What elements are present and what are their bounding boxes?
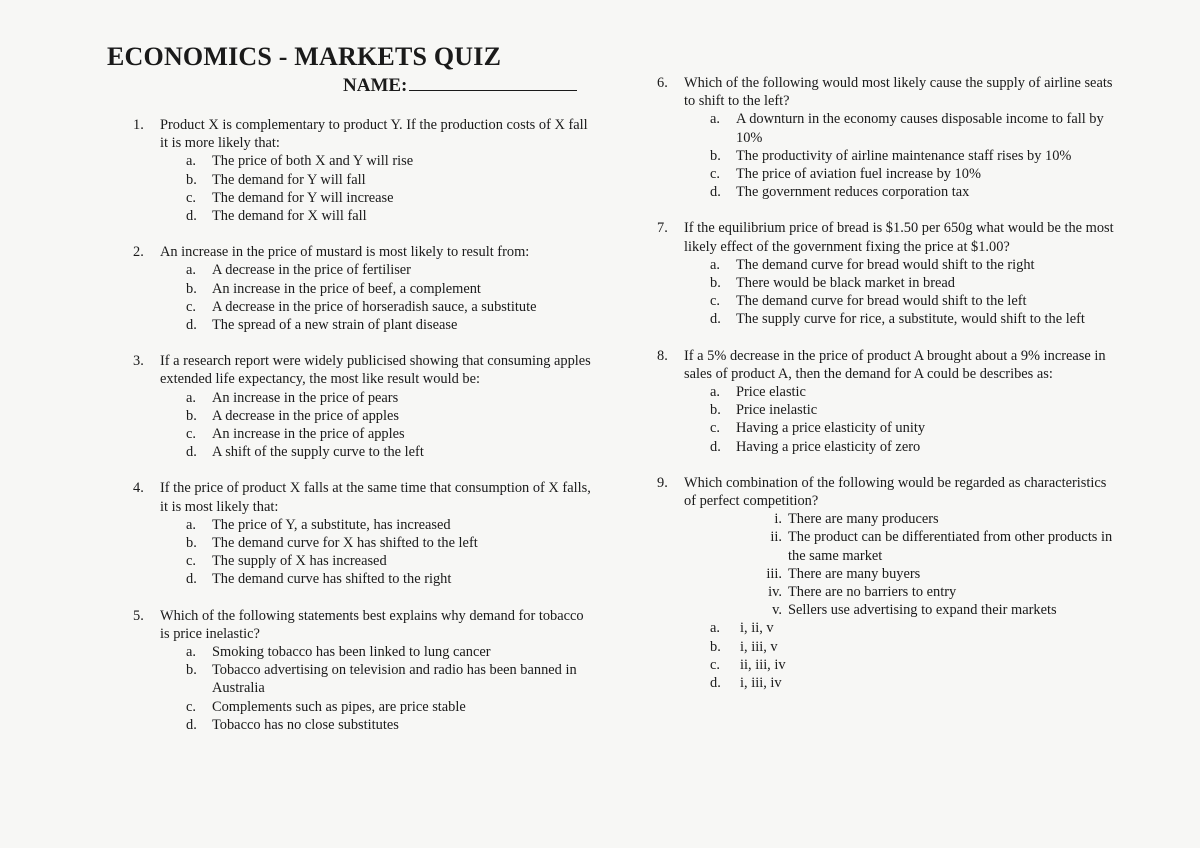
option-d <box>684 438 1117 456</box>
option-a <box>160 389 593 407</box>
option-text: i, iii, v <box>740 638 778 655</box>
statement-number: i. <box>774 511 782 528</box>
name-label: NAME: <box>343 75 408 96</box>
options-list <box>684 110 1117 201</box>
option-letter: a. <box>186 153 196 170</box>
options-list <box>684 619 1117 692</box>
option-text: The demand curve for bread would shift to the right <box>736 256 1035 273</box>
option-c <box>684 165 1117 183</box>
option-letter: b. <box>186 280 197 297</box>
option-a <box>684 256 1117 274</box>
question-number: 5. <box>133 607 144 624</box>
statement-number: v. <box>772 602 782 619</box>
option-c <box>684 656 1117 674</box>
option-letter: d. <box>186 317 197 334</box>
option-b <box>160 661 593 697</box>
statement-v <box>684 601 1117 619</box>
option-letter: d. <box>710 311 721 328</box>
options-list <box>684 256 1117 329</box>
option-text: A decrease in the price of apples <box>212 407 399 424</box>
question-text: Which of the following would most likely cause the supply of airline seats to shift to the left? <box>684 75 1113 110</box>
option-text: A decrease in the price of horseradish sauce, a substitute <box>212 298 537 315</box>
option-letter: d. <box>186 444 197 461</box>
option-b <box>160 407 593 425</box>
option-letter: c. <box>710 656 720 673</box>
option-text: i, ii, v <box>740 620 774 637</box>
option-text: The spread of a new strain of plant disease <box>212 317 458 334</box>
option-letter: b. <box>710 147 721 164</box>
option-d <box>684 674 1117 692</box>
statement-iii <box>684 565 1117 583</box>
option-d <box>160 716 593 734</box>
option-text: An increase in the price of beef, a complement <box>212 280 481 297</box>
statement-number: ii. <box>770 529 782 546</box>
option-text: An increase in the price of apples <box>212 426 405 443</box>
question-number: 1. <box>133 117 144 133</box>
option-letter: a. <box>710 111 720 128</box>
options-list <box>160 261 593 334</box>
question-8 <box>657 347 1117 456</box>
option-letter: c. <box>186 553 196 570</box>
option-text: Smoking tobacco has been linked to lung cancer <box>212 644 491 661</box>
option-text: The demand for X will fall <box>212 208 367 225</box>
left-column <box>133 116 593 752</box>
option-text: Tobacco has no close substitutes <box>212 716 399 733</box>
option-c <box>160 298 593 316</box>
question-text: If the price of product X falls at the same time that consumption of X falls, it is most likely that: <box>160 480 591 515</box>
option-letter: b. <box>710 638 721 655</box>
statement-text: There are many buyers <box>788 565 921 582</box>
option-letter: d. <box>710 675 721 692</box>
option-letter: c. <box>186 426 196 443</box>
option-text: The demand for Y will increase <box>212 189 394 206</box>
option-d <box>160 316 593 334</box>
option-a <box>160 643 593 661</box>
option-text: The price of Y, a substitute, has increased <box>212 516 451 533</box>
option-letter: c. <box>186 698 196 715</box>
option-text: Price inelastic <box>736 402 818 419</box>
option-text: Price elastic <box>736 384 806 401</box>
question-text: Which of the following statements best explains why demand for tobacco is price inelastic? <box>160 607 584 642</box>
option-text: The productivity of airline maintenance staff rises by 10% <box>736 147 1072 164</box>
option-text: Tobacco advertising on television and radio has been banned in Australia <box>212 662 577 697</box>
option-d <box>160 443 593 461</box>
option-letter: d. <box>186 208 197 225</box>
statement-ii <box>684 528 1117 564</box>
option-letter: a. <box>186 262 196 279</box>
option-text: A decrease in the price of fertiliser <box>212 262 411 279</box>
option-letter: a. <box>186 644 196 661</box>
option-b <box>684 638 1117 656</box>
statement-iv <box>684 583 1117 601</box>
question-text: An increase in the price of mustard is most likely to result from: <box>160 244 530 261</box>
option-text: The price of both X and Y will rise <box>212 153 414 170</box>
option-c <box>684 292 1117 310</box>
option-letter: c. <box>710 420 720 437</box>
option-a <box>160 516 593 534</box>
question-3 <box>133 352 593 461</box>
question-7 <box>657 219 1117 328</box>
option-d <box>684 183 1117 201</box>
question-number: 4. <box>133 480 144 497</box>
option-letter: b. <box>186 407 197 424</box>
page-title: ECONOMICS - MARKETS QUIZ <box>107 42 502 71</box>
option-text: ii, iii, iv <box>740 656 786 673</box>
options-list <box>160 643 593 734</box>
option-letter: d. <box>186 571 197 588</box>
option-a <box>160 152 593 170</box>
option-d <box>160 570 593 588</box>
statement-text: There are many producers <box>788 511 939 528</box>
option-letter: c. <box>186 298 196 315</box>
statement-text: The product can be differentiated from other products in the same market <box>788 529 1113 564</box>
option-letter: c. <box>710 293 720 310</box>
option-a <box>160 261 593 279</box>
question-6 <box>657 74 1117 201</box>
option-text: The demand curve for X has shifted to the left <box>212 535 478 552</box>
option-text: The price of aviation fuel increase by 10% <box>736 166 981 183</box>
question-5 <box>133 607 593 734</box>
option-text: There would be black market in bread <box>736 275 955 292</box>
options-list <box>160 389 593 462</box>
option-text: i, iii, iv <box>740 675 782 692</box>
option-c <box>684 419 1117 437</box>
option-letter: b. <box>710 402 721 419</box>
option-letter: b. <box>710 275 721 292</box>
option-letter: a. <box>186 389 196 406</box>
statement-i <box>684 510 1117 528</box>
name-blank-line[interactable] <box>409 72 577 91</box>
option-a <box>684 110 1117 146</box>
option-b <box>160 280 593 298</box>
question-number: 9. <box>657 474 668 491</box>
statement-number: iv. <box>768 584 782 601</box>
options-list <box>160 152 593 225</box>
question-1 <box>133 116 593 225</box>
option-letter: c. <box>710 166 720 183</box>
options-list <box>160 516 593 589</box>
option-b <box>684 401 1117 419</box>
question-number: 2. <box>133 244 144 261</box>
option-letter: a. <box>710 256 720 273</box>
question-number: 7. <box>657 220 668 237</box>
option-letter: c. <box>186 189 196 206</box>
option-text: The government reduces corporation tax <box>736 184 970 201</box>
option-letter: d. <box>710 438 721 455</box>
option-c <box>160 189 593 207</box>
option-b <box>684 274 1117 292</box>
option-b <box>160 534 593 552</box>
option-text: The demand curve for bread would shift to the left <box>736 293 1027 310</box>
option-c <box>160 425 593 443</box>
statements-list <box>684 510 1117 619</box>
option-text: The demand for Y will fall <box>212 171 366 188</box>
question-text: If the equilibrium price of bread is $1.50 per 650g what would be the most likely effect of the government fixing the price at $1.00? <box>684 220 1114 255</box>
option-a <box>684 619 1117 637</box>
question-9 <box>657 474 1117 692</box>
option-text: Having a price elasticity of unity <box>736 420 926 437</box>
option-text: The supply curve for rice, a substitute, would shift to the left <box>736 311 1085 328</box>
question-4 <box>133 479 593 588</box>
option-letter: b. <box>186 171 197 188</box>
option-a <box>684 383 1117 401</box>
option-text: The supply of X has increased <box>212 553 387 570</box>
name-field[interactable] <box>343 72 577 97</box>
question-text: If a 5% decrease in the price of product A brought about a 9% increase in sales of product A, then the demand for A could be describes as: <box>684 347 1106 382</box>
options-list <box>684 383 1117 456</box>
option-c <box>160 698 593 716</box>
option-text: An increase in the price of pears <box>212 389 399 406</box>
option-d <box>684 310 1117 328</box>
option-text: The demand curve has shifted to the right <box>212 571 452 588</box>
option-text: A downturn in the economy causes disposable income to fall by 10% <box>736 111 1104 146</box>
option-letter: b. <box>186 535 197 552</box>
right-column <box>657 74 1117 710</box>
question-2 <box>133 243 593 334</box>
question-text: Which combination of the following would be regarded as characteristics of perfect competition? <box>684 474 1107 510</box>
option-d <box>160 207 593 225</box>
statement-number: iii. <box>766 565 782 582</box>
question-number: 3. <box>133 353 144 370</box>
option-c <box>160 552 593 570</box>
statement-text: There are no barriers to entry <box>788 584 957 601</box>
option-text: Having a price elasticity of zero <box>736 438 921 455</box>
question-number: 6. <box>657 75 668 91</box>
option-b <box>684 147 1117 165</box>
option-text: Complements such as pipes, are price stable <box>212 698 466 715</box>
option-letter: d. <box>186 716 197 733</box>
question-text: Product X is complementary to product Y. If the production costs of X fall it is more likely that: <box>160 117 588 152</box>
option-letter: b. <box>186 662 197 679</box>
question-number: 8. <box>657 347 668 364</box>
option-letter: a. <box>186 516 196 533</box>
option-text: A shift of the supply curve to the left <box>212 444 424 461</box>
option-letter: a. <box>710 620 720 637</box>
statement-text: Sellers use advertising to expand their markets <box>788 602 1057 619</box>
option-b <box>160 171 593 189</box>
question-text: If a research report were widely publicised showing that consuming apples extended life expectancy, the most like result would be: <box>160 353 591 388</box>
option-letter: d. <box>710 184 721 201</box>
option-letter: a. <box>710 384 720 401</box>
